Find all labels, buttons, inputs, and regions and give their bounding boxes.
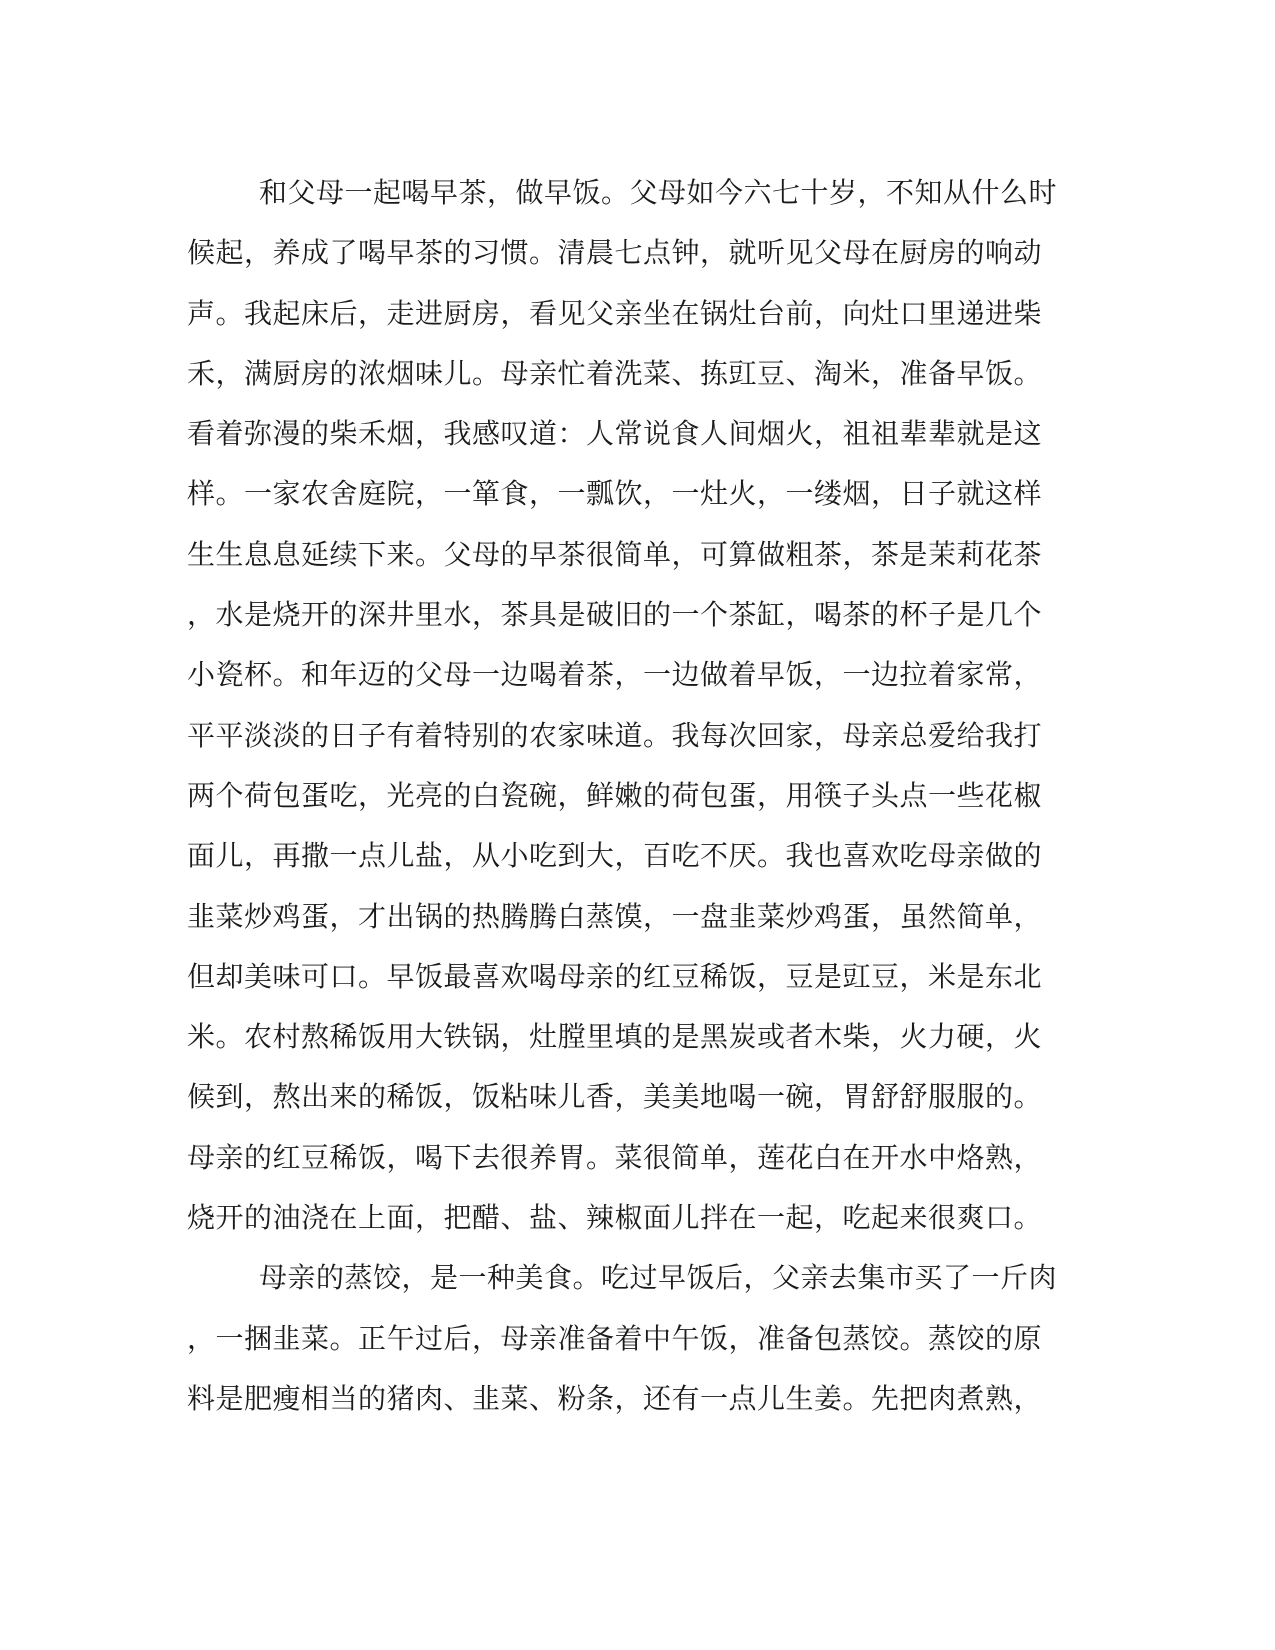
paragraph-1-line-8: ，水是烧开的深井里水，茶具是破旧的一个茶缸，喝茶的杯子是几个 <box>187 598 1043 632</box>
paragraph-2-line-2: ，一捆韭菜。正午过后，母亲准备着中午饭，准备包蒸饺。蒸饺的原 <box>187 1321 1043 1355</box>
paragraph-1-line-12: 面儿，再撒一点儿盐，从小吃到大，百吃不厌。我也喜欢吃母亲做的 <box>187 839 1043 873</box>
paragraph-1-line-2: 候起，养成了喝早茶的习惯。清晨七点钟，就听见父母在厨房的响动 <box>187 236 1043 270</box>
document-body <box>187 163 1058 1429</box>
paragraph-1-line-10: 平平淡淡的日子有着特别的农家味道。我每次回家，母亲总爱给我打 <box>187 718 1043 752</box>
paragraph-1-line-17: 母亲的红豆稀饭，喝下去很养胃。菜很简单，莲花白在开水中烙熟， <box>187 1140 1043 1174</box>
paragraph-1-line-9: 小瓷杯。和年迈的父母一边喝着茶，一边做着早饭，一边拉着家常， <box>187 658 1043 692</box>
paragraph-2-line-3: 料是肥瘦相当的猪肉、韭菜、粉条，还有一点儿生姜。先把肉煮熟， <box>187 1381 1043 1415</box>
paragraph-1-line-3: 声。我起床后，走进厨房，看见父亲坐在锅灶台前，向灶口里递进柴 <box>187 296 1043 330</box>
paragraph-1-line-5: 看着弥漫的柴禾烟，我感叹道：人常说食人间烟火，祖祖辈辈就是这 <box>187 417 1043 451</box>
paragraph-1-line-14: 但却美味可口。早饭最喜欢喝母亲的红豆稀饭，豆是豇豆，米是东北 <box>187 959 1043 993</box>
paragraph-2-line-1: 母亲的蒸饺，是一种美食。吃过早饭后，父亲去集市买了一斤肉 <box>259 1261 1058 1295</box>
paragraph-1-line-16: 候到，熬出来的稀饭，饭粘味儿香，美美地喝一碗，胃舒舒服服的。 <box>187 1080 1043 1114</box>
paragraph-1-line-4: 禾，满厨房的浓烟味儿。母亲忙着洗菜、拣豇豆、淘米，准备早饭。 <box>187 356 1043 390</box>
paragraph-1-line-18: 烧开的油浇在上面，把醋、盐、辣椒面儿拌在一起，吃起来很爽口。 <box>187 1201 1043 1235</box>
paragraph-1-line-6: 样。一家农舍庭院，一箪食，一瓢饮，一灶火，一缕烟，日子就这样 <box>187 477 1043 511</box>
paragraph-1-line-1: 和父母一起喝早茶，做早饭。父母如今六七十岁，不知从什么时 <box>259 176 1058 209</box>
paragraph-1-line-15: 米。农村熬稀饭用大铁锅，灶膛里填的是黑炭或者木柴，火力硬，火 <box>187 1020 1043 1054</box>
paragraph-1-line-13: 韭菜炒鸡蛋，才出锅的热腾腾白蒸馍，一盘韭菜炒鸡蛋，虽然简单， <box>187 899 1043 933</box>
paragraph-1-line-7: 生生息息延续下来。父母的早茶很简单，可算做粗茶，茶是茉莉花茶 <box>187 537 1043 571</box>
paragraph-1-line-11: 两个荷包蛋吃，光亮的白瓷碗，鲜嫩的荷包蛋，用筷子头点一些花椒 <box>187 778 1043 812</box>
